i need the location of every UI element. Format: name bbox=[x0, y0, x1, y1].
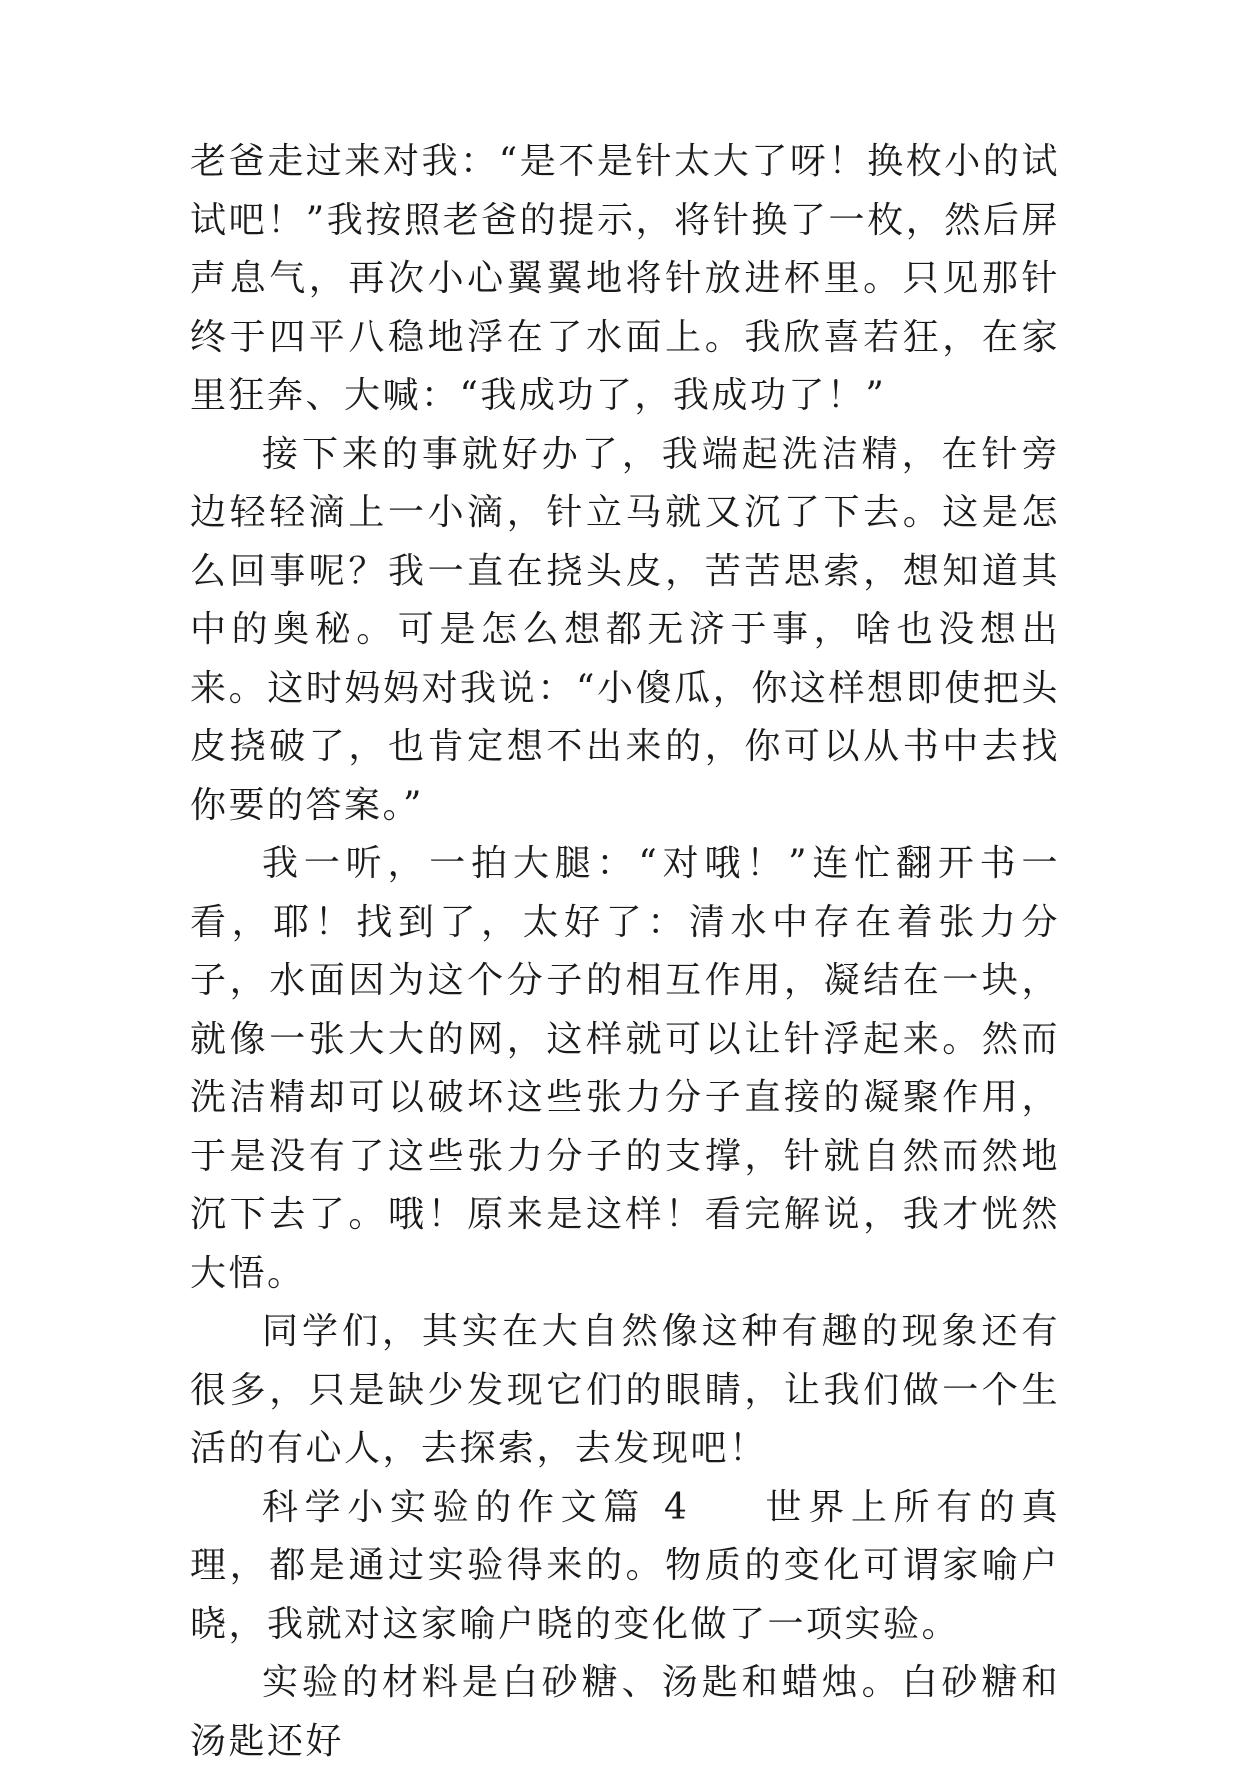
paragraph-1: 老爸走过来对我：“是不是针太大了呀！换枚小的试试吧！”我按照老爸的提示，将针换了一枚，然后屏声息气，再次小心翼翼地将针放进杯里。只见那针终于四平八稳地浮在了水面上。我欣喜若狂，在家里狂奔、大喊：“我成功了，我成功了！” bbox=[190, 141, 1060, 416]
paragraph-last: 实验的材料是白砂糖、汤匙和蜡烛。白砂糖和汤匙还好 bbox=[190, 1662, 1060, 1762]
section-text: 世界上所有的真理，都是通过实验得来的。物质的变化可谓家喻户晓，我就对这家喻户晓的变化做了一项实验。 bbox=[190, 1486, 1060, 1645]
paragraph-2: 接下来的事就好办了，我端起洗洁精，在针旁边轻轻滴上一小滴，针立马就又沉了下去。这是怎么回事呢？我一直在挠头皮，苦苦思索，想知道其中的奥秘。可是怎么想都无济于事，啥也没想出来。这时妈妈对我说：“小傻瓜，你这样想即使把头皮挠破了，也肯定想不出来的，你可以从书中去找你要的答案。” bbox=[190, 433, 1060, 826]
section-heading: 科学小实验的作文篇 4 bbox=[262, 1486, 690, 1528]
section-paragraph bbox=[190, 1479, 1060, 1655]
paragraph-3: 我一听，一拍大腿：“对哦！”连忙翻开书一看，耶！找到了，太好了：清水中存在着张力分子，水面因为这个分子的相互作用，凝结在一块，就像一张大大的网，这样就可以让针浮起来。然而洗洁精却可以破坏这些张力分子直接的凝聚作用，于是没有了这些张力分子的支撑，针就自然而然地沉下去了。哦！原来是这样！看完解说，我才恍然大悟。 bbox=[190, 843, 1060, 1294]
body-text bbox=[190, 133, 1060, 1771]
paragraph-4: 同学们，其实在大自然像这种有趣的现象还有很多，只是缺少发现它们的眼睛，让我们做一个生活的有心人，去探索，去发现吧！ bbox=[190, 1311, 1060, 1469]
